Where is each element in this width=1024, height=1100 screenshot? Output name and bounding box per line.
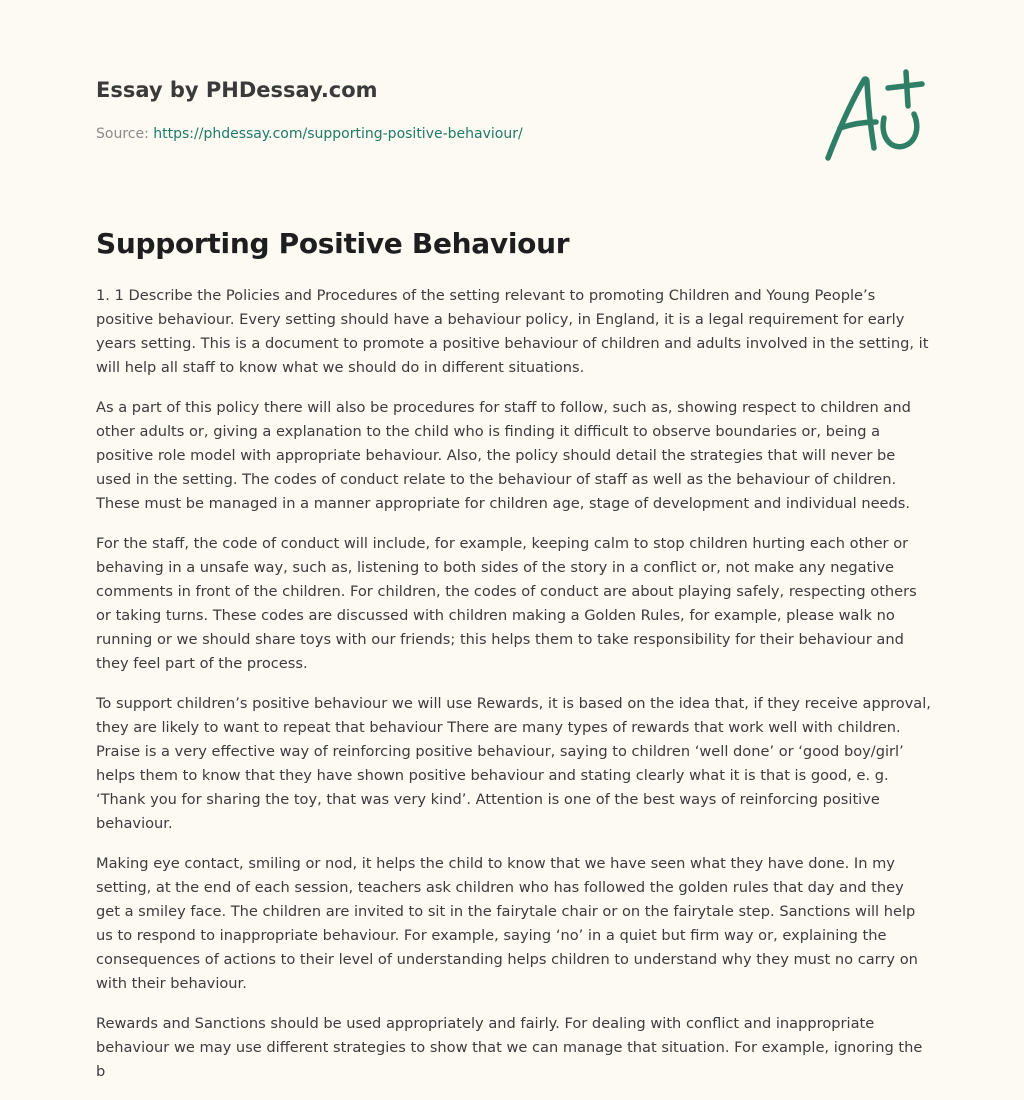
a-plus-logo-icon — [818, 66, 930, 166]
paragraph: Making eye contact, smiling or nod, it helps the child to know that we have seen what they have done. In my setting, at the end of each session, teachers ask children who has followed the golden rules that day and they get a smiley face. The children are invited to sit in the fairytale chair or on the fairytale step. Sanctions will help us to respond to inappropriate behaviour. For example, saying ‘no’ in a quiet but firm way or, explaining the consequences of actions to their level of understanding helps children to understand why they must no carry on with their behaviour. — [96, 855, 918, 992]
source-line — [96, 124, 696, 144]
source-link[interactable]: https://phdessay.com/supporting-positive-behaviour/ — [153, 126, 523, 142]
paragraph: For the staff, the code of conduct will include, for example, keeping calm to stop children hurting each other or behaving in a unsafe way, such as, listening to both sides of the story in a conflict or, not make any negative comments in front of the children. For children, the codes of conduct are about playing safely, respecting others or taking turns. These codes are discussed with children making a Golden Rules, for example, please walk no running or we should share toys with our friends; this helps them to take responsibility for their behaviour and they feel part of the process. — [96, 535, 917, 672]
site-brand: Essay by PHDessay.com — [96, 78, 378, 102]
paragraph: To support children’s positive behaviour we will use Rewards, it is based on the idea that, if they receive approval, they are likely to want to repeat that behaviour There are many types of rewards that work well with children. Praise is a very effective way of reinforcing positive behaviour, saying to children ‘well done’ or ‘good boy/girl’ helps them to know that they have shown positive behaviour and stating clearly what it is that is good, e. g. ‘Thank you for sharing the toy, that was very kind’. Attention is one of the best ways of reinforcing positive behaviour. — [96, 695, 931, 832]
essay-header — [96, 76, 696, 144]
essay-body — [96, 284, 932, 1100]
paragraph: As a part of this policy there will also be procedures for staff to follow, such as, showing respect to children and other adults or, giving a explanation to the child who is finding it difficult to observe boundaries or, being a positive role model with appropriate behaviour. Also, the policy should detail the strategies that will never be used in the setting. The codes of conduct relate to the behaviour of staff as well as the behaviour of children. These must be managed in a manner appropriate for children age, stage of development and individual needs. — [96, 399, 911, 512]
essay-title: Supporting Positive Behaviour — [96, 227, 570, 260]
source-label: Source: — [96, 126, 154, 142]
paragraph: 1. 1 Describe the Policies and Procedures of the setting relevant to promoting Children and Young People’s positive behaviour. Every setting should have a behaviour policy, in England, it is a legal requirement for early years setting. This is a document to promote a positive behaviour of children and adults involved in the setting, it will help all staff to know what we should do in different situations. — [96, 287, 929, 376]
paragraph: Rewards and Sanctions should be used appropriately and fairly. For dealing with conflict and inappropriate behaviour we may use different strategies to show that we can manage that situation. For example, ignoring the b — [96, 1015, 923, 1080]
